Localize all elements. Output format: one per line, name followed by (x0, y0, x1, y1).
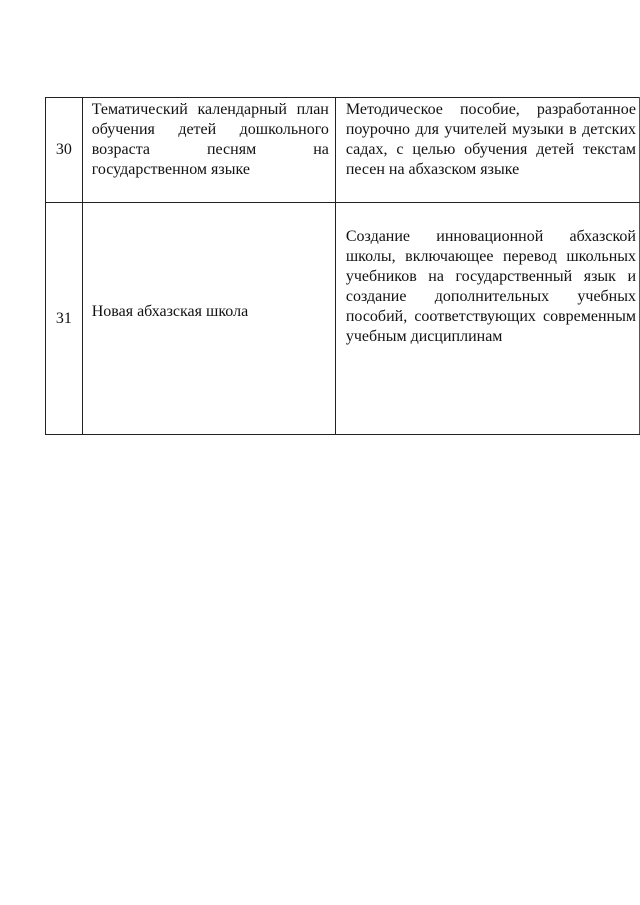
program-table (45, 97, 640, 435)
table-row (46, 203, 640, 435)
row-title: Новая абхазская школа (82, 203, 335, 435)
row-description: Методическое пособие, разработанное поурочно для учителей музыки в детских садах, с целью обучения детей текстам песен на абхазском языке (335, 98, 639, 203)
row-number: 30 (46, 98, 83, 203)
row-number: 31 (46, 203, 83, 435)
row-title: Тематический календарный план обучения детей дошкольного возраста песням на государственном языке (82, 98, 335, 203)
row-description: Создание инновационной абхазской школы, включающее перевод школьных учебников на государственный язык и создание дополнительных учебных пособий, соответствующих современным учебным дисциплинам (335, 203, 639, 435)
table-row (46, 98, 640, 203)
